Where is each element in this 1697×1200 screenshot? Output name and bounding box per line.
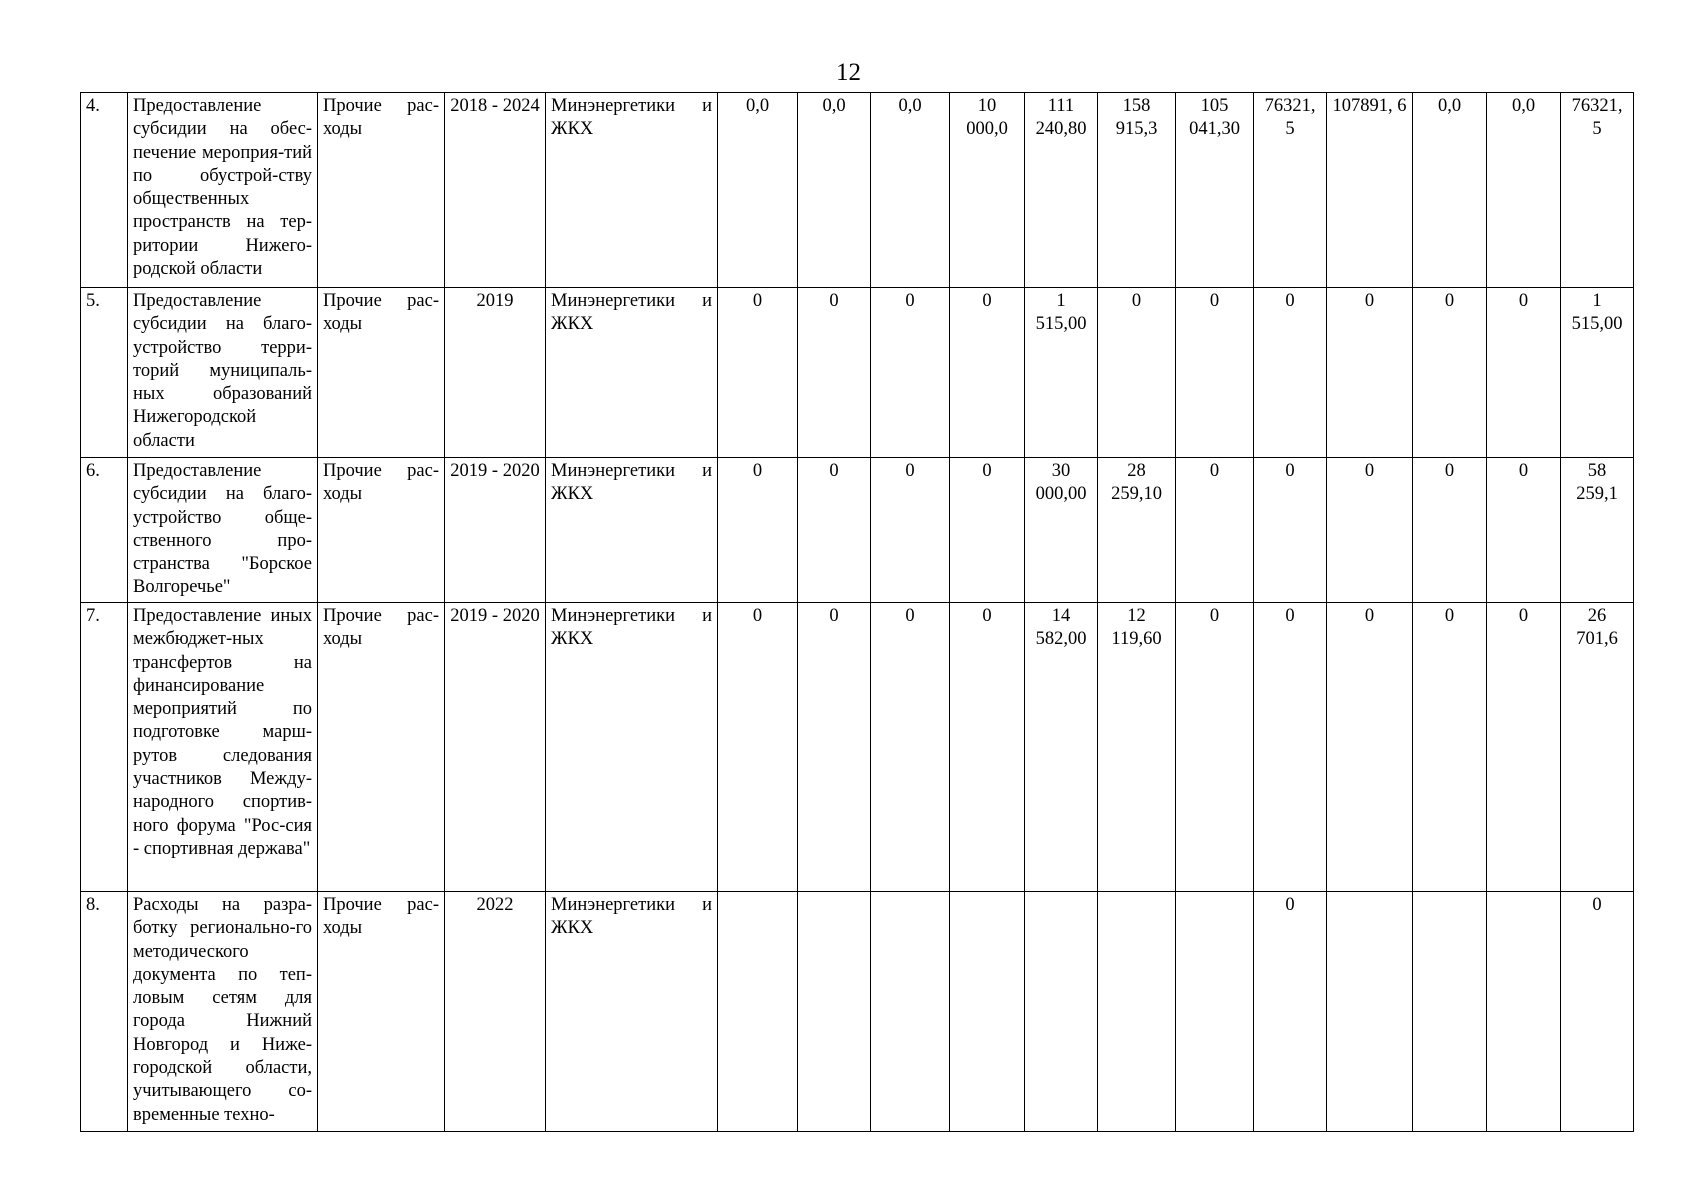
measure-name: Предоставление субсидии на благо-устройство терри-торий муниципаль-ных образований Нижегородской области xyxy=(128,288,318,458)
value-cell: 0 xyxy=(1487,288,1561,458)
value-cell: 10 000,0 xyxy=(950,93,1025,288)
value-cell: 0 xyxy=(1176,603,1254,892)
row-number: 7. xyxy=(81,603,128,892)
value-cell: 0 xyxy=(798,603,871,892)
value-cell: 1 515,00 xyxy=(1561,288,1634,458)
value-cell: 105 041,30 xyxy=(1176,93,1254,288)
value-cell: 0 xyxy=(1176,288,1254,458)
value-cell: 0 xyxy=(950,603,1025,892)
value-cell: 0 xyxy=(1561,892,1634,1132)
value-cell: 0,0 xyxy=(718,93,798,288)
value-cell: 111 240,80 xyxy=(1025,93,1098,288)
measure-name: Предоставление субсидии на благо-устройство обще-ственного про-странства "Борское Волгоречье" xyxy=(128,458,318,603)
value-cell: 0 xyxy=(1098,288,1176,458)
value-cell xyxy=(798,892,871,1132)
table-row xyxy=(81,603,1634,892)
value-cell: 0 xyxy=(718,288,798,458)
row-number: 8. xyxy=(81,892,128,1132)
table-row xyxy=(81,288,1634,458)
value-cell: 0,0 xyxy=(1413,93,1487,288)
value-cell: 0 xyxy=(950,458,1025,603)
row-number: 5. xyxy=(81,288,128,458)
value-cell: 0 xyxy=(950,288,1025,458)
period: 2019 - 2020 xyxy=(445,458,546,603)
value-cell: 0 xyxy=(718,458,798,603)
executor: Минэнергетики и ЖКХ xyxy=(546,603,718,892)
measure-name: Расходы на разра-ботку регионально-го методического документа по теп-ловым сетям для города Нижний Новгород и Ниже-городской области, учитывающего со-временные техно- xyxy=(128,892,318,1132)
value-cell xyxy=(871,892,950,1132)
value-cell: 0 xyxy=(871,603,950,892)
value-cell: 107891, 6 xyxy=(1327,93,1413,288)
value-cell: 0,0 xyxy=(798,93,871,288)
value-cell: 0 xyxy=(798,458,871,603)
value-cell xyxy=(718,892,798,1132)
executor: Минэнергетики и ЖКХ xyxy=(546,288,718,458)
value-cell: 58 259,1 xyxy=(1561,458,1634,603)
value-cell: 0,0 xyxy=(1487,93,1561,288)
executor: Минэнергетики и ЖКХ xyxy=(546,458,718,603)
value-cell: 0 xyxy=(1254,892,1327,1132)
value-cell: 0 xyxy=(1413,458,1487,603)
value-cell: 0 xyxy=(871,288,950,458)
value-cell: 30 000,00 xyxy=(1025,458,1098,603)
period: 2019 xyxy=(445,288,546,458)
value-cell: 0 xyxy=(1254,603,1327,892)
value-cell: 76321, 5 xyxy=(1561,93,1634,288)
value-cell xyxy=(1098,892,1176,1132)
value-cell: 0 xyxy=(1487,458,1561,603)
expense-type: Прочие рас-ходы xyxy=(318,458,445,603)
value-cell: 0,0 xyxy=(871,93,950,288)
expense-type: Прочие рас-ходы xyxy=(318,603,445,892)
value-cell: 14 582,00 xyxy=(1025,603,1098,892)
value-cell: 0 xyxy=(871,458,950,603)
value-cell: 0 xyxy=(1327,288,1413,458)
table-row xyxy=(81,892,1634,1132)
expense-type: Прочие рас-ходы xyxy=(318,288,445,458)
measure-name: Предоставление иных межбюджет-ных трансфертов на финансирование мероприятий по подготовке марш-рутов следования участников Между-народного спортив-ного форума "Рос-сия - спортивная держава" xyxy=(128,603,318,892)
value-cell: 0 xyxy=(1254,288,1327,458)
value-cell: 0 xyxy=(1413,603,1487,892)
row-number: 4. xyxy=(81,93,128,288)
expense-type: Прочие рас-ходы xyxy=(318,93,445,288)
table-row xyxy=(81,458,1634,603)
value-cell: 0 xyxy=(718,603,798,892)
value-cell: 0 xyxy=(1254,458,1327,603)
period: 2022 xyxy=(445,892,546,1132)
value-cell: 26 701,6 xyxy=(1561,603,1634,892)
row-number: 6. xyxy=(81,458,128,603)
table-row xyxy=(81,93,1634,288)
measure-name: Предоставление субсидии на обес-печение мероприя-тий по обустрой-ству общественных пространств на тер-ритории Нижего-родской области xyxy=(128,93,318,288)
value-cell xyxy=(950,892,1025,1132)
value-cell: 28 259,10 xyxy=(1098,458,1176,603)
budget-table xyxy=(80,92,1634,1132)
value-cell: 0 xyxy=(1413,288,1487,458)
value-cell: 0 xyxy=(1327,458,1413,603)
value-cell: 1 515,00 xyxy=(1025,288,1098,458)
expense-type: Прочие рас-ходы xyxy=(318,892,445,1132)
period: 2019 - 2020 xyxy=(445,603,546,892)
value-cell xyxy=(1487,892,1561,1132)
value-cell: 0 xyxy=(1487,603,1561,892)
period: 2018 - 2024 xyxy=(445,93,546,288)
value-cell xyxy=(1025,892,1098,1132)
value-cell xyxy=(1176,892,1254,1132)
page-number: 12 xyxy=(836,59,861,86)
executor: Минэнергетики и ЖКХ xyxy=(546,93,718,288)
value-cell xyxy=(1327,892,1413,1132)
value-cell: 0 xyxy=(1176,458,1254,603)
executor: Минэнергетики и ЖКХ xyxy=(546,892,718,1132)
value-cell: 12 119,60 xyxy=(1098,603,1176,892)
value-cell xyxy=(1413,892,1487,1132)
value-cell: 158 915,3 xyxy=(1098,93,1176,288)
value-cell: 0 xyxy=(1327,603,1413,892)
value-cell: 0 xyxy=(798,288,871,458)
value-cell: 76321, 5 xyxy=(1254,93,1327,288)
